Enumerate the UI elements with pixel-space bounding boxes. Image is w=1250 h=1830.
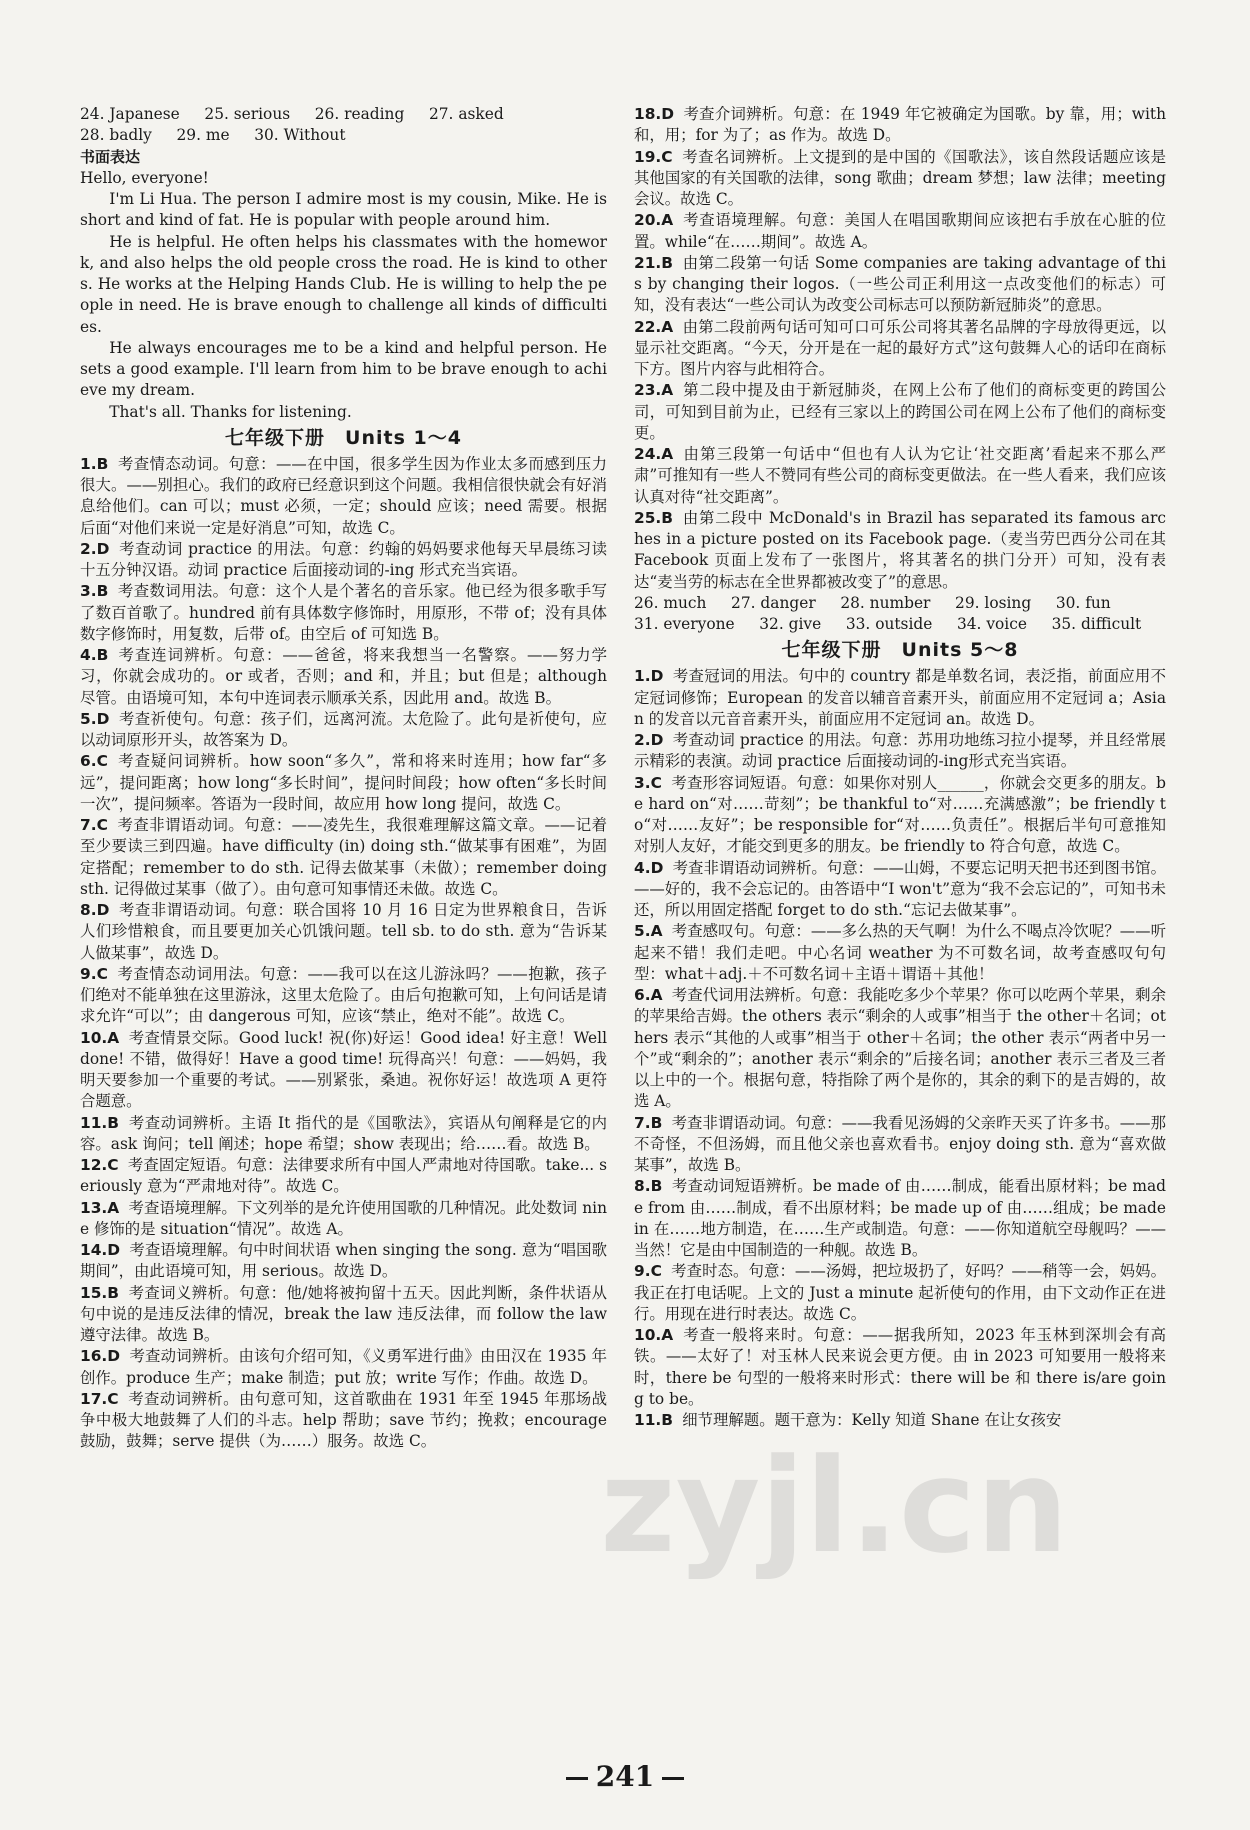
answer-explanation: 考查冠词的用法。句中的 country 都是单数名词，表泛指，前面应用不定冠词修饰；European 的发音以辅音音素开头，前面应用不定冠词 a；Asian 的发音以元音音素开头，前面应用不定冠词 an。故选 D。 <box>634 667 1166 728</box>
essay-closing: That's all. Thanks for listening. <box>109 402 352 421</box>
essay-paragraph: He always encourages me to be a kind and helpful person. He sets a good example. I'll learn from him to be brave enough to achieve my dream. <box>80 338 607 400</box>
answer-number: 9. <box>80 964 97 983</box>
answer-item <box>634 253 1166 317</box>
answer-list-units-1-4 <box>80 454 607 1453</box>
answer-item <box>634 1113 1166 1177</box>
essay-paragraph: He is helpful. He often helps his classmates with the homework, and also helps the old people cross the road. He is kind to others. He works at the Helping Hands Club. He is willing to help the people in need. He is brave enough to challenge all kinds of difficulties. <box>80 232 607 336</box>
answer-item <box>634 730 1166 773</box>
answer-item <box>80 1198 607 1241</box>
answer-choice: D <box>96 709 110 728</box>
fill-answers-31-35 <box>634 614 1166 635</box>
answer-explanation: 考查动词 practice 的用法。句意：约翰的妈妈要求他每天早晨练习读十五分钟汉语。动词 practice 后面接动词的-ing 形式充当宾语。 <box>80 539 607 579</box>
answer-choice: D <box>107 1241 121 1259</box>
answer-item <box>634 1410 1166 1431</box>
answer-choice: C <box>96 816 108 834</box>
answer-explanation: 考查动词辨析。由句意可知，这首歌曲在 1931 年至 1945 年那场战争中极大地鼓舞了人们的斗志。help 帮助；save 节约；挽救；encourage 鼓励，鼓舞；serve 提供（为……）服务。故选 C。 <box>80 1389 607 1451</box>
answer-choice: D <box>107 1347 121 1366</box>
answer-choice: C <box>96 964 108 983</box>
answer-explanation: 由第三段第一句话中“但也有人认为它让‘社交距离’看起来不那么严肃”可推知有一些人不赞同有些公司的商标变更做法。在一些人看来，我们应该认真对待“社交距离”。 <box>634 445 1166 506</box>
answer-explanation: 考查时态。句意：——汤姆，把垃圾扔了，好吗？——稍等一会，妈妈。我正在打电话呢。上文的 Just a minute 起祈使句的作用，由下文动作正在进行。用现在进行时表达。故选 C。 <box>634 1262 1166 1323</box>
answer-explanation: 考查情景交际。Good luck! 祝(你)好运！Good idea! 好主意！Well done! 不错，做得好！Have a good time! 玩得高兴！句意：——妈妈，我明天要参加一个重要的考试。——别紧张，桑迪。祝你好运！故选项 A 更符合题意。 <box>80 1028 607 1111</box>
answer-choice: B <box>96 454 109 473</box>
answer-choice: B <box>96 582 109 601</box>
fill-answer: 26. much <box>634 593 707 612</box>
answer-choice: A <box>661 211 674 230</box>
answer-choice: D <box>650 731 664 749</box>
answer-item <box>634 921 1166 985</box>
answer-choice: A <box>107 1198 120 1217</box>
answer-number: 14. <box>80 1241 108 1259</box>
answer-explanation: 第二段中提及由于新冠肺炎，在网上公布了他们的商标变更的跨国公司，可知到目前为止，已经有三家以上的跨国公司在网上公布了他们的商标变更。 <box>634 381 1166 442</box>
answer-explanation: 由第二段中 McDonald's in Brazil has separated its famous arches in a picture posted on its Facebook page.（麦当劳巴西分公司在其 Facebook 页面上发布了一张图片，将其著名的拱门分开）可知，没有表达“麦当劳的标志在全世界都被改变了”的意思。 <box>634 508 1166 591</box>
answer-number: 23. <box>634 381 662 400</box>
fill-answer: 32. give <box>759 615 822 633</box>
answer-choice: D <box>650 858 664 877</box>
page-number <box>0 1760 1250 1793</box>
answer-number: 24. <box>634 445 662 463</box>
answer-explanation: 考查形容词短语。句意：如果你对别人______，你就会交更多的朋友。be hard on“对……苛刻”；be thankful to“对……充满感激”；be friendly to“对……友好”；be responsible for“对……负责任”。根据后半句可意推知对别人友好，才能交到更多的朋友。be friendly to 符合句意，故选 C。 <box>634 773 1166 856</box>
answer-number: 8. <box>634 1177 651 1196</box>
answer-choice: B <box>661 253 673 272</box>
answer-item <box>80 454 607 539</box>
answer-choice: A <box>661 445 674 463</box>
dash-right <box>662 1777 684 1780</box>
answer-explanation: 考查代词用法辨析。句意：我能吃多少个苹果？你可以吃两个苹果，剩余的苹果给吉姆。the others 表示“剩余的人或事”相当于 the other＋名词；others 表示“其他的人或事”相当于 other＋名词；the other 表示“两者中另一个”或“剩余的”；another 表示“剩余的”后接名词；another 表示三者及三者以上中的一个。根据句意，特指除了两个是你的，其余的剩下的是吉姆的，故选 A。 <box>634 986 1166 1111</box>
answer-explanation: 考查介词辨析。句意：在 1949 年它被确定为国歌。by 靠，用；with 和，用；for 为了；as 作为。故选 D。 <box>634 105 1166 145</box>
answer-choice: C <box>650 773 662 792</box>
answer-explanation: 考查词义辨析。句意：他/她将被拘留十五天。因此判断，条件状语从句中说的是违反法律的情况，break the law 违反法律，而 follow the law 遵守法律。故选 B。 <box>80 1283 607 1344</box>
fill-answers-24-27 <box>80 104 607 125</box>
fill-answer: 30. Without <box>254 126 346 145</box>
answer-explanation: 考查语境理解。下文列举的是允许使用国歌的几种情况。此处数词 nine 修饰的是 situation“情况”。故选 A。 <box>80 1198 607 1238</box>
answer-item <box>80 645 607 709</box>
answer-item <box>634 317 1166 381</box>
fill-answer: 31. everyone <box>634 615 735 633</box>
answer-choice: C <box>661 147 673 166</box>
fill-answer: 34. voice <box>956 615 1027 633</box>
answer-explanation: 考查祈使句。句意：孩子们，远离河流。太危险了。此句是祈使句，应以动词原形开头，故答案为 D。 <box>80 709 607 749</box>
answer-item <box>634 508 1166 593</box>
answer-item <box>80 1028 607 1113</box>
answer-explanation: 考查固定短语。句意：法律要求所有中国人严肃地对待国歌。take... seriously 意为“严肃地对待”。故选 C。 <box>80 1156 607 1196</box>
answer-item <box>634 380 1166 444</box>
fill-answer: 29. me <box>176 126 230 145</box>
answer-number: 7. <box>634 1113 651 1132</box>
answer-item <box>80 1389 607 1453</box>
answer-choice: A <box>661 1326 674 1344</box>
answer-explanation: 考查名词辨析。上文提到的是中国的《国歌法》，该自然段话题应该是其他国家的有关国歌的法律，song 歌曲；dream 梦想；law 法律；meeting 会议。故选 C。 <box>634 147 1166 208</box>
fill-answer: 28. number <box>840 593 931 612</box>
answer-item <box>80 1155 607 1198</box>
answer-explanation: 考查非谓语动词辨析。句意：——山姆，不要忘记明天把书还到图书馆。——好的，我不会忘记的。由答语中“I won't”意为“我不会忘记的”，可知书未还，所以用固定搭配 forget to do sth.“忘记去做某事”。 <box>634 858 1166 919</box>
answer-number: 6. <box>634 986 651 1004</box>
answer-item <box>634 210 1166 253</box>
answer-number: 1. <box>80 454 97 473</box>
answer-choice: D <box>96 901 110 919</box>
answer-item <box>80 1283 607 1347</box>
answer-choice: B <box>661 508 673 527</box>
answer-item <box>80 539 607 582</box>
watermark-logo: zyjl.cn <box>600 1430 1069 1582</box>
answer-explanation: 考查一般将来时。句意：——据我所知，2023 年玉林到深圳会有高铁。——太好了！对玉林人民来说会更方便。由 in 2023 可知要用一般将来时，there be 句型的一般将来时形式：there will be 和 there is/are going to be。 <box>634 1326 1166 1408</box>
fill-answer: 35. difficult <box>1051 615 1142 633</box>
answer-number: 10. <box>80 1028 108 1047</box>
answer-choice: B <box>96 646 109 664</box>
answer-choice: C <box>107 1389 119 1408</box>
answer-explanation: 考查感叹句。句意：——多么热的天气啊！为什么不喝点冷饮呢？——听起来不错！我们走吧。中心名词 weather 为不可数名词，故考查感叹句句型：what＋adj.＋不可数名词＋主语＋谓语＋其他！ <box>634 922 1166 983</box>
answer-choice: A <box>661 317 674 336</box>
answer-item <box>634 1176 1166 1261</box>
answer-number: 25. <box>634 508 662 527</box>
answer-list-units-5-8 <box>634 666 1166 1431</box>
answer-item <box>634 104 1166 147</box>
answer-explanation: 考查语境理解。句中时间状语 when singing the song. 意为“唱国歌期间”，由此语境可知，用 serious。故选 D。 <box>80 1241 607 1281</box>
left-column <box>80 104 607 1453</box>
answer-explanation: 考查非谓语动词。句意：——我看见汤姆的父亲昨天买了许多书。——那不奇怪，不但汤姆，而且他父亲也喜欢看书。enjoy doing sth. 意为“喜欢做某事”，故选 B。 <box>634 1113 1166 1174</box>
answer-number: 20. <box>634 211 662 230</box>
answer-number: 4. <box>80 646 97 664</box>
answer-choice: C <box>650 1262 662 1281</box>
section-title-units-1-4: 七年级下册 Units 1～4 <box>225 426 462 449</box>
answer-choice: B <box>661 1411 673 1429</box>
answer-number: 18. <box>634 105 662 123</box>
answer-explanation: 考查情态动词。句意：——在中国，很多学生因为作业太多而感到压力很大。——别担心。我们的政府已经意识到这个问题。我相信很快就会有好消息给他们。can 可以；must 必须，一定；should 应该；need 需要。根据后面“对他们来说一定是好消息”可知，故选 C。 <box>80 454 607 537</box>
answer-number: 8. <box>80 901 97 919</box>
answer-choice: B <box>107 1113 119 1132</box>
fill-answer: 24. Japanese <box>80 105 180 123</box>
answer-item <box>80 709 607 752</box>
answer-item <box>80 900 607 964</box>
answer-explanation: 考查动词 practice 的用法。句意：苏用功地练习拉小提琴，并且经常展示精彩的表演。动词 practice 后面接动词的-ing形式充当宾语。 <box>634 731 1166 771</box>
answer-number: 9. <box>634 1262 651 1281</box>
answer-item <box>634 666 1166 730</box>
answer-choice: B <box>650 1113 663 1132</box>
answer-choice: A <box>650 922 663 941</box>
answer-choice: D <box>661 105 675 123</box>
answer-number: 1. <box>634 667 651 686</box>
answer-number: 11. <box>634 1411 662 1429</box>
answer-number: 19. <box>634 147 662 166</box>
writing-title: 书面表达 <box>80 147 141 166</box>
answer-choice: D <box>96 539 110 558</box>
answer-explanation: 考查情态动词用法。句意：——我可以在这儿游泳吗？——抱歉，孩子们绝对不能单独在这里游泳，这里太危险了。由后句抱歉可知，上句问话是请求允许“可以”；由 dangerous 可知，应该“禁止，绝对不能”。故选 C。 <box>80 964 607 1026</box>
answer-explanation: 考查非谓语动词。句意：——凌先生，我很难理解这篇文章。——记着至少要读三到四遍。have difficulty (in) doing sth.“做某事有困难”，为固定搭配；remember to do sth. 记得去做某事（未做）；remember doing sth. 记得做过某事（做了）。由句意可知事情还未做。故选 C。 <box>80 816 607 898</box>
answer-number: 15. <box>80 1283 108 1302</box>
answer-item <box>634 773 1166 858</box>
answer-number: 5. <box>634 922 651 941</box>
fill-answer: 27. asked <box>428 105 504 123</box>
answer-explanation: 由第二段前两句话可知可口可乐公司将其著名品牌的字母放得更远，以显示社交距离。“今天，分开是在一起的最好方式”这句鼓舞人心的话印在商标下方。图片内容与此相符合。 <box>634 317 1166 378</box>
answer-item <box>634 147 1166 211</box>
answer-item <box>634 858 1166 922</box>
answer-item <box>80 581 607 645</box>
answer-explanation: 考查非谓语动词。句意：联合国将 10 月 16 日定为世界粮食日，告诉人们珍惜粮食，而且要更加关心饥饿问题。tell sb. to do sth. 意为“告诉某人做某事”，故选 D。 <box>80 901 607 962</box>
fill-answers-26-30 <box>634 593 1166 614</box>
answer-number: 3. <box>634 773 651 792</box>
answer-number: 22. <box>634 317 662 336</box>
answer-explanation: 考查动词辨析。主语 It 指代的是《国歌法》，宾语从句阐释是它的内容。ask 询问；tell 阐述；hope 希望；show 表现出；给……看。故选 B。 <box>80 1113 607 1153</box>
answer-number: 11. <box>80 1113 108 1132</box>
answer-item <box>80 815 607 900</box>
answer-number: 4. <box>634 858 651 877</box>
answer-list-units-1-4-continued <box>634 104 1166 593</box>
answer-number: 16. <box>80 1347 108 1366</box>
essay-paragraph: I'm Li Hua. The person I admire most is my cousin, Mike. He is short and kind of fat. He is popular with people around him. <box>80 190 607 230</box>
answer-item <box>80 1113 607 1156</box>
answer-number: 10. <box>634 1326 662 1344</box>
answer-choice: D <box>650 667 664 686</box>
right-column <box>634 104 1166 1431</box>
answer-number: 12. <box>80 1156 108 1174</box>
answer-explanation: 考查语境理解。句意：美国人在唱国歌期间应该把右手放在心脏的位置。while“在……期间”。故选 A。 <box>634 211 1166 251</box>
answer-number: 17. <box>80 1389 108 1408</box>
answer-number: 6. <box>80 752 97 771</box>
answer-item <box>80 964 607 1028</box>
answer-explanation: 考查疑问词辨析。how soon“多久”，常和将来时连用；how far“多远”，提问距离；how long“多长时间”，提问时间段；how often“多长时间一次”，提问频率。答语为一段时间，故应用 how long 提问，故选 C。 <box>80 752 607 813</box>
fill-answer: 33. outside <box>845 615 933 633</box>
answer-number: 2. <box>634 731 651 749</box>
answer-item <box>80 751 607 815</box>
fill-answer: 29. losing <box>955 593 1032 612</box>
answer-number: 2. <box>80 539 97 558</box>
fill-answer: 25. serious <box>204 105 291 123</box>
essay-greeting: Hello, everyone! <box>80 168 209 187</box>
answer-choice: A <box>107 1028 120 1047</box>
answer-explanation: 考查动词短语辨析。be made of 由……制成，能看出原材料；be made from 由……制成，看不出原材料；be made up of 由……组成；be made in 在……地方制造，在……生产或制造。句意：——你知道航空母舰吗？——当然！它是由中国制造的一种舰。故选 B。 <box>634 1177 1166 1259</box>
section-title-units-5-8: 七年级下册 Units 5～8 <box>781 639 1019 662</box>
answer-explanation: 考查数词用法。句意：这个人是个著名的音乐家。他已经为很多歌手写了数百首歌了。hundred 前有具体数字修饰时，用原形，不带 of；没有具体数字修饰时，用复数，后带 of。由空后 of 可知选 B。 <box>80 582 607 643</box>
answer-item <box>634 444 1166 508</box>
dash-left <box>566 1777 588 1780</box>
answer-explanation: 细节理解题。题干意为：Kelly 知道 Shane 在让女孩安 <box>682 1411 1062 1429</box>
answer-number: 21. <box>634 253 662 272</box>
answer-choice: A <box>650 986 663 1004</box>
answer-item <box>80 1346 607 1389</box>
answer-number: 7. <box>80 816 97 834</box>
answer-explanation: 由第二段第一句话 Some companies are taking advantage of this by changing their logos.（一些公司正利用这一点改变他们的标志）可知，没有表达“一些公司认为改变公司标志可以预防新冠肺炎”的意思。 <box>634 253 1166 315</box>
answer-item <box>80 1240 607 1283</box>
answer-item <box>634 1325 1166 1410</box>
fill-answers-28-30 <box>80 125 607 146</box>
answer-number: 5. <box>80 709 97 728</box>
fill-answer: 27. danger <box>731 593 816 612</box>
answer-choice: B <box>107 1283 119 1302</box>
answer-choice: C <box>96 752 108 771</box>
page-number-text: 241 <box>595 1760 655 1793</box>
answer-choice: B <box>650 1177 663 1196</box>
fill-answer: 30. fun <box>1055 593 1111 612</box>
answer-number: 3. <box>80 582 97 601</box>
answer-item <box>634 1261 1166 1325</box>
answer-number: 13. <box>80 1198 108 1217</box>
fill-answer: 28. badly <box>80 126 152 145</box>
answer-explanation: 考查连词辨析。句意：——爸爸，将来我想当一名警察。——努力学习，你就会成功的。or 或者，否则；and 和，并且；but 但是；although 尽管。由语境可知，本句中连词表示顺承关系，因此用 and。故选 B。 <box>80 646 607 707</box>
answer-item <box>634 985 1166 1113</box>
fill-answer: 26. reading <box>314 105 405 123</box>
answer-choice: A <box>661 381 674 400</box>
answer-explanation: 考查动词辨析。由该句介绍可知，《义勇军进行曲》由田汉在 1935 年创作。produce 生产；make 制造；put 放；write 写作；作曲。故选 D。 <box>80 1347 607 1387</box>
answer-choice: C <box>107 1156 119 1174</box>
